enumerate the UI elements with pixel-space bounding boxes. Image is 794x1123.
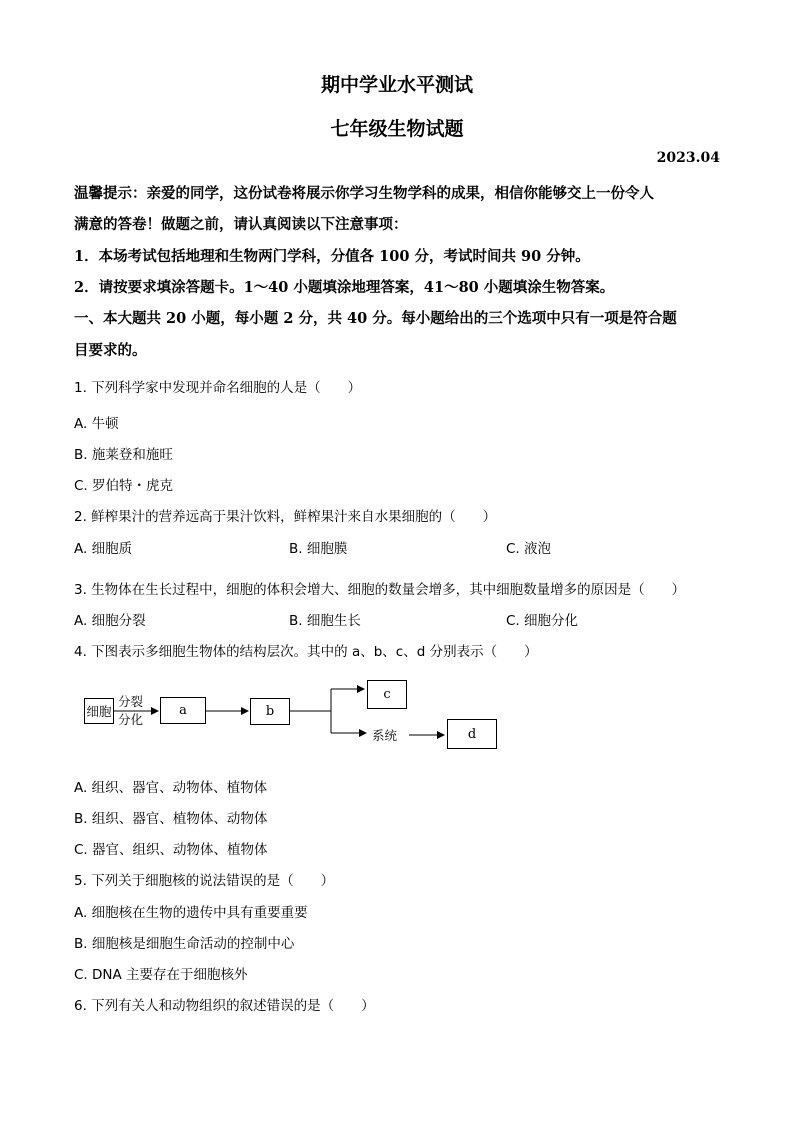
question-2-option-a: A. 细胞质 [74, 541, 133, 557]
question-5-option-c: C. DNA 主要存在于细胞核外 [74, 967, 248, 983]
question-1-option-a: A. 牛顿 [74, 416, 119, 432]
question-5-option-a: A. 细胞核在生物的遗传中具有重要重要 [74, 905, 308, 921]
question-6-stem: 6. 下列有关人和动物组织的叙述错误的是（ ） [74, 998, 375, 1014]
question-5-option-b: B. 细胞核是细胞生命活动的控制中心 [74, 936, 295, 952]
page-subtitle: 七年级生物试题 [330, 118, 464, 140]
question-4-option-a: A. 组织、器官、动物体、植物体 [74, 780, 268, 796]
question-3-option-a: A. 细胞分裂 [74, 613, 146, 629]
diagram-c-box: c [367, 680, 407, 709]
diagram-d-box: d [447, 719, 497, 749]
diagram-b-box: b [250, 698, 290, 725]
notice-item-1: 1．本场考试包括地理和生物两门学科，分值各 100 分，考试时间共 90 分钟。 [74, 248, 590, 265]
question-1-option-c: C. 罗伯特・虎克 [74, 478, 174, 494]
question-2-option-c: C. 液泡 [506, 541, 552, 557]
question-4-option-b: B. 组织、器官、植物体、动物体 [74, 811, 268, 827]
question-2-stem: 2. 鲜榨果汁的营养远高于果汁饮料，鲜榨果汁来自水果细胞的（ ） [74, 509, 497, 525]
diagram-system-label: 系统 [372, 728, 398, 743]
question-1-stem: 1. 下列科学家中发现并命名细胞的人是（ ） [74, 380, 362, 396]
notice-line-2: 满意的答卷！做题之前，请认真阅读以下注意事项： [74, 216, 408, 233]
question-5-stem: 5. 下列关于细胞核的说法错误的是（ ） [74, 873, 335, 889]
question-4-option-c: C. 器官、组织、动物体、植物体 [74, 842, 268, 858]
diagram-cell-box: 细胞 [84, 698, 114, 724]
exam-date: 2023.04 [656, 150, 720, 166]
diagram-divide-label: 分裂 [118, 694, 144, 709]
question-3-option-c: C. 细胞分化 [506, 613, 579, 629]
notice-item-2: 2．请按要求填涂答题卡。1～40 小题填涂地理答案，41～80 小题填涂生物答案。 [74, 279, 615, 296]
question-3-stem: 3. 生物体在生长过程中，细胞的体积会增大、细胞的数量会增多，其中细胞数量增多的原因是（ ） [74, 582, 686, 598]
diagram-a-box: a [160, 697, 206, 724]
section-instruction-1: 一、本大题共 20 小题，每小题 2 分，共 40 分。每小题给出的三个选项中只有一项是符合题 [74, 310, 677, 327]
question-1-option-b: B. 施莱登和施旺 [74, 447, 173, 463]
question-2-option-b: B. 细胞膜 [289, 541, 348, 557]
notice-line-1: 温馨提示：亲爱的同学，这份试卷将展示你学习生物学科的成果，相信你能够交上一份令人 [74, 185, 654, 202]
diagram-differentiate-label: 分化 [118, 712, 144, 727]
question-4-stem: 4. 下图表示多细胞生物体的结构层次。其中的 a、b、c、d 分别表示（ ） [74, 644, 538, 660]
question-3-option-b: B. 细胞生长 [289, 613, 361, 629]
section-instruction-2: 目要求的。 [74, 342, 147, 359]
structure-levels-diagram [74, 676, 514, 756]
page-title: 期中学业水平测试 [320, 74, 473, 96]
